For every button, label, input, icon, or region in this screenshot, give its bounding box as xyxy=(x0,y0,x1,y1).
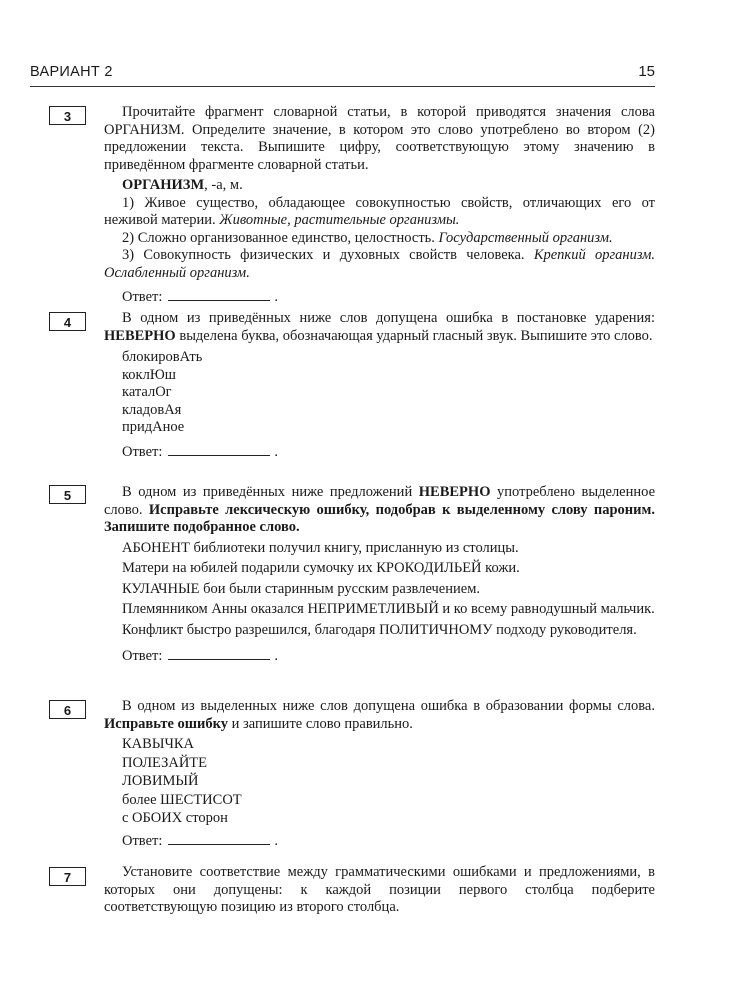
sentence-item: АБОНЕНТ библиотеки получил книгу, присланную из столицы. xyxy=(122,539,519,556)
task-instruction: Прочитайте фрагмент словарной статьи, в которой приводятся значения слова ОРГАНИЗМ. Определите значение, в котором это слово употреблено во втором (2) предложении текста. Выпишите цифру, соответствующую этому значению в приведённом фрагменте словарной статьи. xyxy=(104,104,655,173)
meaning-example: Животные, растительные организмы. xyxy=(219,212,460,228)
task-number-box: 7 xyxy=(49,867,86,886)
meaning-example: Крепкий организм. Ослабленный организм. xyxy=(104,247,655,281)
task-body xyxy=(104,698,655,850)
meaning-text: 1) Живое существо, обладающее совокупностью свойств, отличающих его от неживой материи. xyxy=(104,194,655,228)
word-list xyxy=(104,349,655,437)
answer-field[interactable]: Ответ: . xyxy=(122,443,278,460)
answer-label: Ответ: xyxy=(122,289,163,305)
headword: ОРГАНИЗМ xyxy=(122,177,205,193)
word-item: с ОБОИХ сторон xyxy=(122,810,228,826)
sentence-item: Племянником Анны оказался НЕПРИМЕТЛИВЫЙ и ко всему равнодушный мальчик. xyxy=(122,601,655,617)
page-header xyxy=(30,64,655,87)
answer-line[interactable] xyxy=(168,445,270,456)
answer-line[interactable] xyxy=(168,649,270,660)
task-number-box: 3 xyxy=(49,106,86,125)
meaning-text: 3) Совокупность физических и духовных свойств человека. xyxy=(122,247,534,263)
task-number-box: 5 xyxy=(49,485,86,504)
dictionary-entry-head xyxy=(104,177,655,195)
task-number-box: 4 xyxy=(49,312,86,331)
word-item: коклЮш xyxy=(122,366,176,383)
task-body xyxy=(104,864,655,917)
sentence-item: Конфликт быстро разрешился, благодаря ПОЛИТИЧНОМУ подходу руководителя. xyxy=(122,621,637,638)
word-item: блокировАть xyxy=(122,349,203,365)
sentence-item: КУЛАЧНЫЕ бои были старинным русским развлечением. xyxy=(122,580,480,597)
meaning-example: Государственный организм. xyxy=(438,229,613,246)
word-item: более ШЕСТИСОТ xyxy=(122,791,242,808)
answer-field[interactable]: Ответ: . xyxy=(122,832,278,849)
task-instruction: Установите соответствие между грамматическими ошибками и предложениями, в которых они допущены: к каждой позиции первого столбца подберите соответствующую позицию из второго столбца. xyxy=(104,864,655,915)
answer-label: Ответ: xyxy=(122,648,163,664)
word-item: ПОЛЕЗАЙТЕ xyxy=(122,754,208,771)
task-number-box: 6 xyxy=(49,700,86,719)
headword-grammar: , -а, м. xyxy=(204,177,243,193)
answer-line[interactable] xyxy=(168,290,270,301)
word-item: каталОг xyxy=(122,384,172,400)
variant-title: ВАРИАНТ 2 xyxy=(30,64,113,80)
page-number: 15 xyxy=(638,63,655,80)
meaning-3 xyxy=(104,247,655,282)
meaning-text: 2) Сложно организованное единство, целостность. xyxy=(122,229,439,246)
answer-field[interactable]: Ответ: . xyxy=(122,648,278,664)
word-item: КАВЫЧКА xyxy=(122,736,195,752)
meaning-2 xyxy=(104,230,655,248)
word-item: кладовАя xyxy=(122,401,182,418)
task-body xyxy=(104,104,655,307)
answer-label: Ответ: xyxy=(122,832,163,849)
answer-field[interactable]: Ответ: . xyxy=(122,289,278,305)
answer-line[interactable] xyxy=(168,834,270,845)
word-item: придАное xyxy=(122,419,185,435)
meaning-1 xyxy=(104,195,655,230)
task-body xyxy=(104,310,655,461)
task-instruction: В одном из приведённых ниже слов допущена ошибка в постановке ударения: НЕВЕРНО выделена буква, обозначающая ударный гласный звук. Выпишите это слово. xyxy=(104,310,655,344)
task-body xyxy=(104,484,655,666)
word-list xyxy=(104,735,655,828)
answer-label: Ответ: xyxy=(122,443,163,460)
task-instruction: В одном из выделенных ниже слов допущена ошибка в образовании формы слова. Исправьте ошибку и запишите слово правильно. xyxy=(104,698,655,732)
sentence-item: Матери на юбилей подарили сумочку их КРОКОДИЛЬЕЙ кожи. xyxy=(122,560,520,576)
word-item: ЛОВИМЫЙ xyxy=(122,773,199,789)
task-instruction: В одном из приведённых ниже предложений НЕВЕРНО употреблено выделенное слово. Исправьте лексическую ошибку, подобрав к выделенному слову пароним. Запишите подобранное слово. xyxy=(104,484,656,535)
